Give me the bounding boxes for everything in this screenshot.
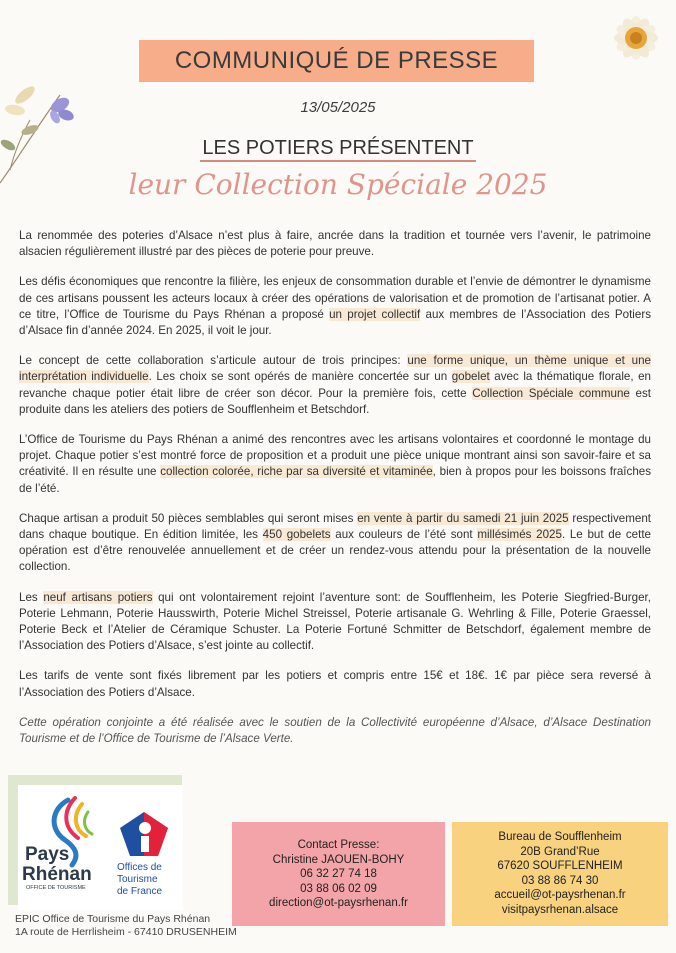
press-release-title: COMMUNIQUÉ DE PRESSE [174, 47, 499, 74]
paragraph: L’Office de Tourisme du Pays Rhénan a animé des rencontres avec les artisans volontaires et coordonné le montage du projet. Chaque potier s’est montré force de proposition et a produit une pièce unique montrant ainsi son savoir-faire et sa créativité. Il en résulte une collection colorée, riche par sa diversité et vitaminée, bien à propos pour les boissons fraîches de l’été. [19, 433, 652, 495]
offices-de-tourisme-logo [112, 808, 177, 903]
contact-title: Contact Presse: [297, 839, 380, 851]
bureau-website[interactable]: visitpaysrhenan.alsace [501, 903, 619, 916]
logo-pays: Pays [25, 844, 70, 865]
bureau-street: 20B Grand’Rue [520, 845, 600, 858]
highlight: gobelet [451, 370, 490, 384]
highlight: une forme unique, un thème unique et une interprétation individuelle [19, 354, 651, 384]
article-body [19, 228, 651, 761]
contact-email[interactable]: direction@ot-paysrhenan.fr [269, 897, 408, 910]
subheadline-script: leur Collection Spéciale 2025 [128, 168, 548, 201]
support-note: Cette opération conjointe a été réalisée avec le soutien de la Collectivité européenne d’Alsace, d’Alsace Destination Tourisme et de l’Office de Tourisme de l’Alsace Verte. [19, 715, 651, 746]
bureau-city: 67620 SOUFFLENHEIM [497, 860, 623, 873]
press-release-title-banner [139, 40, 534, 82]
bureau-box [452, 822, 668, 926]
bureau-title: Bureau de Soufflenheim [498, 831, 622, 843]
headline [0, 137, 676, 160]
contact-phone[interactable]: 03 88 06 02 09 [300, 882, 377, 895]
paragraph: Le concept de cette collaboration s’articule autour de trois principes: une forme unique, un thème unique et une interprétation individuelle. Les choix se sont opérés de manière concertée sur un gobelet avec la thématique florale, en revanche chaque potier était libre de créer son décor. Pour la première fois, cette Collection Spéciale commune est produite dans les ateliers des potiers de Soufflenheim et Betschdorf. [19, 354, 651, 416]
paragraph: La renommée des poteries d’Alsace n’est plus à faire, ancrée dans la tradition et tournée vers l’avenir, le patrimoine alsacien régulièrement illustré par des pièces de poterie pour preuve. [19, 229, 651, 259]
paragraph: Les tarifs de vente sont fixés librement par les potiers et compris entre 15€ et 18€. 1€ par pièce sera reversé à l’Association des Potiers d’Alsace. [19, 669, 651, 699]
highlight: collection colorée, riche par sa diversité et vitaminée [160, 465, 433, 479]
logo-offices-line3: de France [117, 886, 163, 897]
bureau-email[interactable]: accueil@ot-paysrhenan.fr [494, 889, 626, 902]
release-date: 13/05/2025 [300, 99, 376, 116]
press-contact-box [232, 822, 445, 926]
highlight: millésimés 2025 [477, 528, 562, 542]
highlight: en vente à partir du samedi 21 juin 2025 [357, 511, 569, 525]
highlight: un projet collectif [329, 307, 421, 321]
bureau-phone[interactable]: 03 88 86 74 30 [521, 874, 599, 887]
logo-office: OFFICE DE TOURISME [26, 885, 86, 891]
pays-rhenan-logo [20, 790, 110, 905]
highlight: neuf artisans potiers [43, 590, 153, 604]
logo-offices-line1: Offices de [117, 862, 162, 873]
highlight: 450 gobelets [262, 528, 331, 542]
contact-name: Christine JAOUEN-BOHY [272, 853, 405, 866]
headline-text: LES POTIERS PRÉSENTENT [200, 137, 475, 162]
daisy-flower-right-decoration [596, 0, 676, 80]
paragraph: Les défis économiques que rencontre la filière, les enjeux de consommation durable et l’envie de démontrer le dynamisme de ces artisans poussent les acteurs locaux à créer des opérations de valorisation et de promotion de l’artisanat potier. A ce titre, l’Office de Tourisme du Pays Rhénan a proposé un projet collectif aux membres de l’Association des Potiers d’Alsace fin d’année 2024. En 2025, il voit le jour. [19, 275, 651, 338]
epic-line: 1A route de Herrlisheim - 67410 DRUSENHEIM [15, 926, 237, 938]
highlight: Collection Spéciale commune [472, 386, 630, 400]
paragraph: Chaque artisan a produit 50 pièces semblables qui seront mises en vente à partir du samedi 21 juin 2025 respectivement dans chaque boutique. En édition limitée, les 450 gobelets aux couleurs de l’été sont millésimés 2025. Le but de cette opération est d’être renouvelée annuellement et de créer un rendez-vous attendu pour la présentation de la nouvelle collection. [19, 511, 651, 574]
epic-address [15, 913, 237, 939]
paragraph: Les neuf artisans potiers qui ont volontairement rejoint l’aventure sont: de Soufflenheim, les Poterie Siegfried-Burger, Poterie Lehmann, Poterie Hausswirth, Poterie Michel Streissel, Poterie artisanale G. Wehrling & Fille, Poterie Graessel, Poterie Beck et l’Atelier de Céramique Schuster. La Poterie Fortuné Schmitter de Betschdorf, également membre de l’Association des Potiers d’Alsace, s’est jointe au collectif. [19, 590, 651, 653]
logo-offices-line2: Tourisme [117, 874, 158, 885]
logo-rhenan: Rhénan [22, 864, 92, 885]
epic-line: EPIC Office de Tourisme du Pays Rhénan [15, 913, 211, 925]
contact-phone[interactable]: 06 32 27 74 18 [300, 868, 377, 881]
